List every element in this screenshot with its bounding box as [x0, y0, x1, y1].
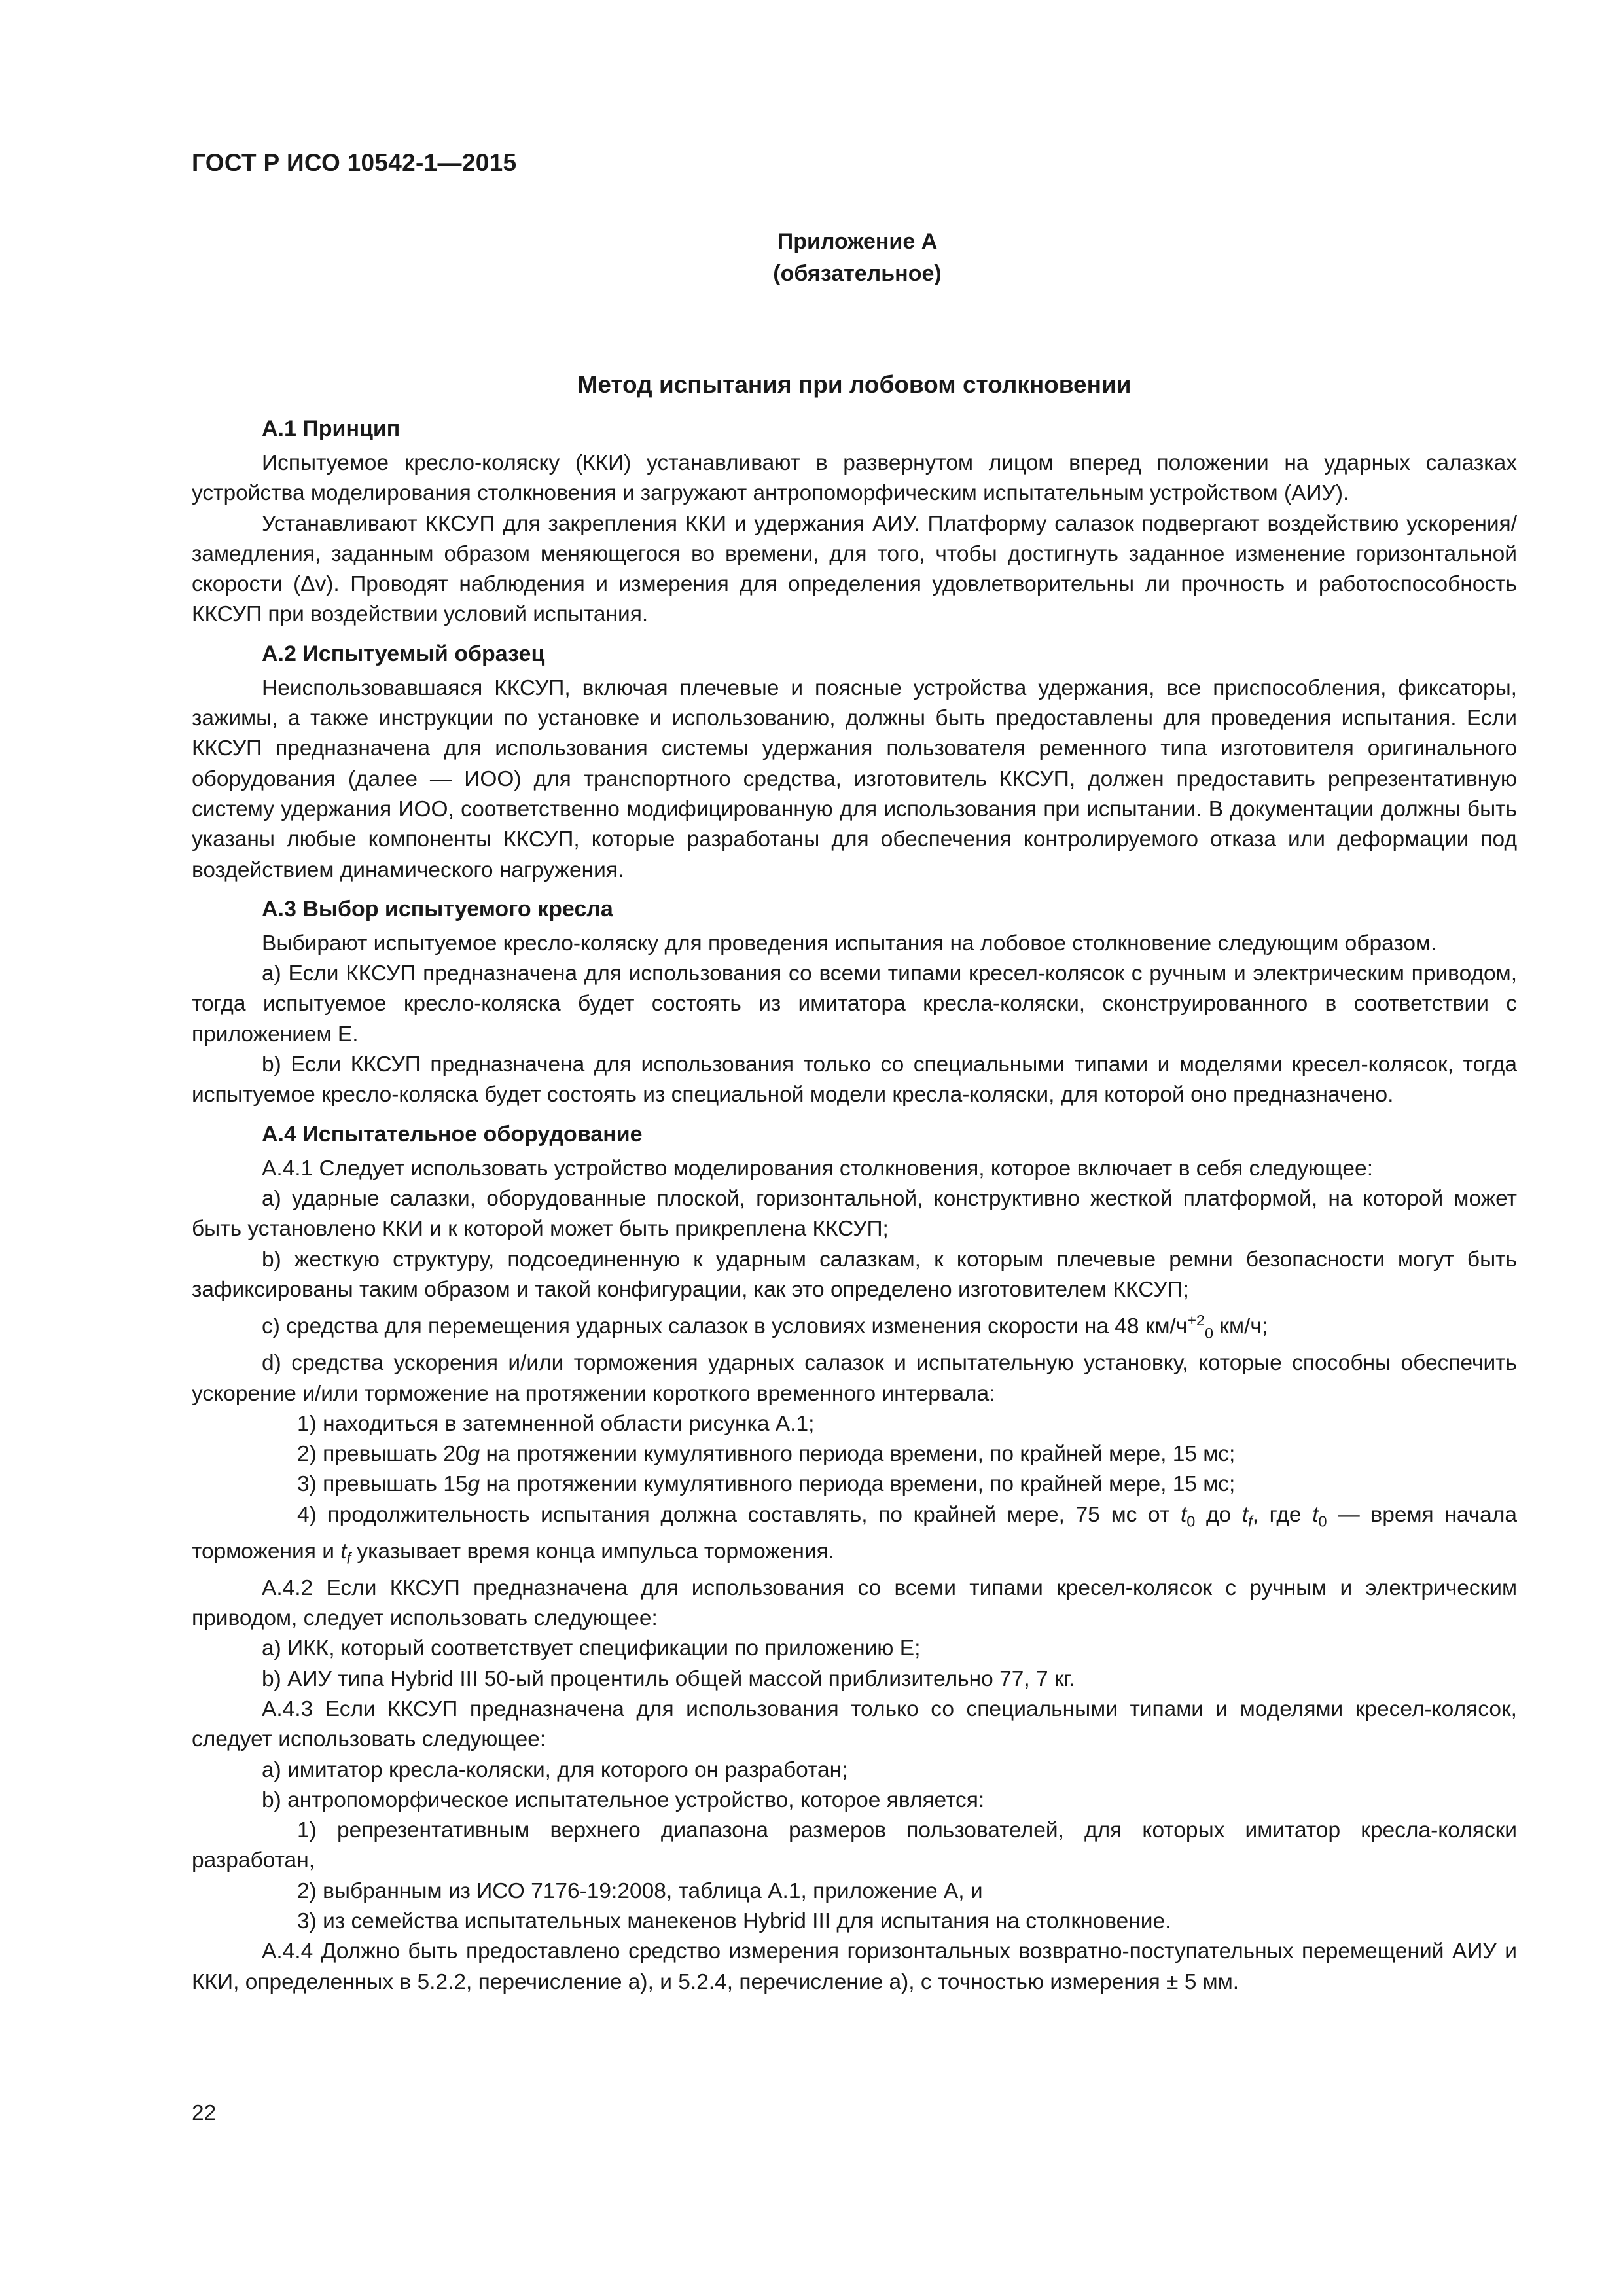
tolerance-minus: 0 [1205, 1324, 1214, 1342]
list-item: b) АИУ типа Hybrid III 50-ый процентиль общей массой приблизительно 77, 7 кг. [262, 1666, 1075, 1691]
document-title: Метод испытания при лобовом столкновении [577, 371, 1132, 398]
list-item: a) имитатор кресла-коляски, для которого он разработан; [262, 1757, 848, 1782]
list-item: b) антропоморфическое испытательное устройство, которое является: [262, 1787, 985, 1812]
paragraph: А.4.4 Должно быть предоставлено средство измерения горизонтальных возвратно-поступательных перемещений АИУ и ККИ, определенных в 5.2.2, перечисление а), и 5.2.4, перечисление а), с точностью измерения ± 5 мм. [192, 1939, 1517, 1994]
paragraph: А.4.3 Если ККСУП предназначена для использования только со специальными типами и моделями кресел-колясок, следует использовать следующее: [192, 1696, 1517, 1752]
document-body [192, 414, 1517, 1998]
sub-list-item: 3) превышать 15g на протяжении кумулятивного периода времени, по крайней мере, 15 мс; [297, 1472, 1236, 1497]
page-number: 22 [192, 2101, 217, 2125]
section-heading-a3: А.3 Выбор испытуемого кресла [262, 896, 613, 922]
list-item: d) средства ускорения и/или торможения ударных салазок и испытательную установку, которые способны обеспечить ускорение и/или торможение на протяжении короткого временного интервала: [192, 1351, 1517, 1406]
list-item: a) ИКК, который соответствует спецификации по приложению Е; [262, 1636, 921, 1661]
sub-list-item: 1) находиться в затемненной области рисунка А.1; [297, 1411, 815, 1436]
section-heading-a4: А.4 Испытательное оборудование [262, 1121, 643, 1147]
paragraph: Устанавливают ККСУП для закрепления ККИ и удержания АИУ. Платформу салазок подвергают воздействию ускорения/замедления, заданным образом меняющегося во времени, для того, чтобы достигнуть заданное изменение горизонтальной скорости (Δv). Проводят наблюдения и измерения для определения удовлетворительны ли прочность и работоспособность ККСУП при воздействии условий испытания. [192, 511, 1517, 627]
sub-list-item: 4) продолжительность испытания должна составлять, по крайней мере, 75 мс от $t_0$ до $t_f$, где $t_0$ — время начала торможения и $t_f$ указывает время конца импульса торможения. [192, 1502, 1517, 1567]
sub-list-item: 2) выбранным из ИСО 7176-19:2008, таблица А.1, приложение А, и [297, 1878, 983, 1903]
section-heading-a2: А.2 Испытуемый образец [262, 641, 545, 666]
appendix-status: (обязательное) [773, 261, 942, 286]
tolerance-plus: +2 [1187, 1312, 1205, 1329]
paragraph: Неиспользовавшаяся ККСУП, включая плечевые и поясные устройства удержания, все приспособления, фиксаторы, зажимы, а также инструкции по установке и использованию, должны быть предоставлены для проведения испытания. Если ККСУП предназначена для использования системы удержания пользователя ременного типа изготовителя оригинального оборудования (далее — ИОО) для транспортного средства, изготовитель ККСУП, должен предоставить репрезентативную систему удержания ИОО, соответственно модифицированную для использования при испытании. В документации должны быть указаны любые компоненты ККСУП, которые разработаны для обеспечения контролируемого отказа или деформации под воздействием динамического нагружения. [192, 675, 1517, 882]
standard-header: ГОСТ Р ИСО 10542-1—2015 [192, 149, 517, 176]
list-item: b) жесткую структуру, подсоединенную к ударным салазкам, к которым плечевые ремни безопасности могут быть зафиксированы таким образом и такой конфигурации, как это определено изготовителем ККСУП; [192, 1247, 1517, 1302]
section-heading-a1: А.1 Принцип [262, 416, 401, 441]
paragraph: А.4.2 Если ККСУП предназначена для использования со всеми типами кресел-колясок с ручным и электрическим приводом, следует использовать следующее: [192, 1575, 1517, 1631]
appendix-heading [681, 226, 1034, 290]
list-item: c) средства для перемещения ударных салазок в условиях изменения скорости на 48 $км/ч^{+2}_0$ км/ч; [262, 1312, 1268, 1342]
sub-list-item: 1) репрезентативным верхнего диапазона размеров пользователей, для которых имитатор кресла-коляски разработан, [192, 1818, 1517, 1873]
sub-list-item: 3) из семейства испытательных манекенов Hybrid III для испытания на столкновение. [297, 1909, 1171, 1933]
list-item: a) Если ККСУП предназначена для использования со всеми типами кресел-колясок с ручным и электрическим приводом, тогда испытуемое кресло-коляска будет состоять из имитатора кресла-коляски, сконструированного в соответствии с приложением Е. [192, 961, 1517, 1047]
paragraph: Выбирают испытуемое кресло-коляску для проведения испытания на лобовое столкновение следующим образом. [262, 931, 1437, 956]
paragraph: А.4.1 Следует использовать устройство моделирования столкновения, которое включает в себя следующее: [262, 1156, 1373, 1181]
sub-list-item: 2) превышать 20g на протяжении кумулятивного периода времени, по крайней мере, 15 мс; [297, 1442, 1236, 1467]
paragraph: Испытуемое кресло-коляску (ККИ) устанавливают в развернутом лицом вперед положении на ударных салазках устройства моделирования столкновения и загружают антропоморфическим испытательным устройством (АИУ). [192, 451, 1517, 506]
list-item: b) Если ККСУП предназначена для использования только со специальными типами и моделями кресел-колясок, тогда испытуемое кресло-коляска будет состоять из специальной модели кресла-коляски, для которой оно предназначено. [192, 1052, 1517, 1107]
appendix-title: Приложение А [777, 229, 938, 254]
list-item: a) ударные салазки, оборудованные плоской, горизонтальной, конструктивно жесткой платформой, на которой может быть установлено ККИ и к которой может быть прикреплена ККСУП; [192, 1186, 1517, 1242]
